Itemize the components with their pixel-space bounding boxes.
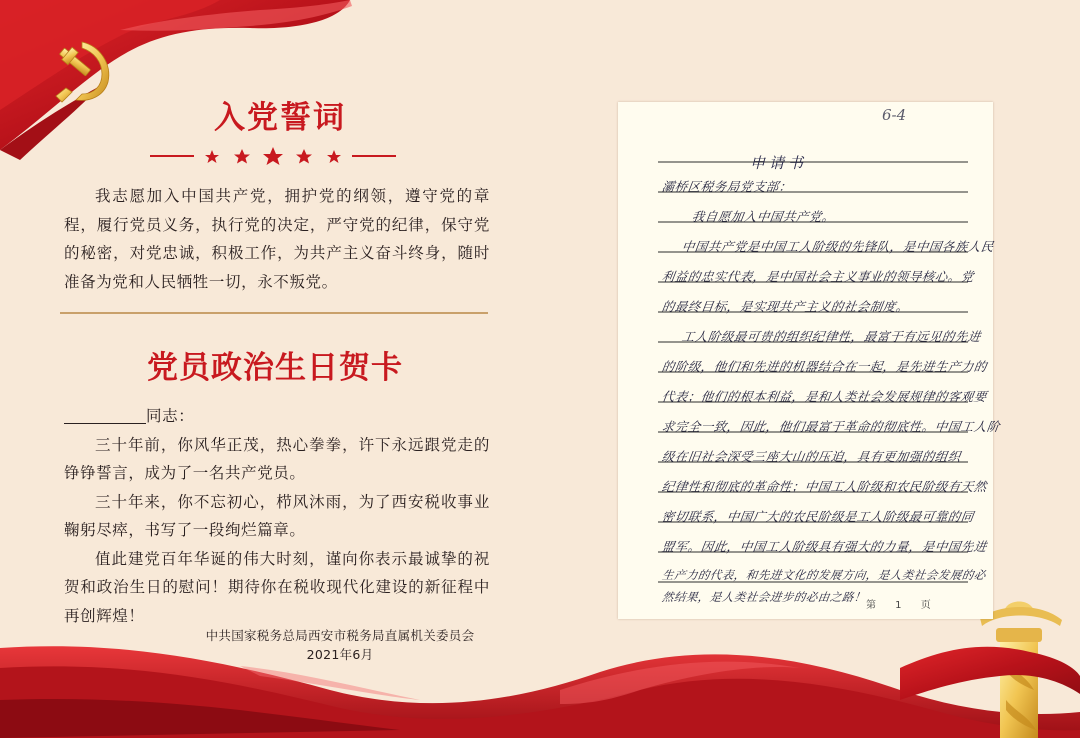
letter-line: 纪律性和彻底的革命性；中国工人阶级和农民阶级有天然 xyxy=(660,479,988,494)
red-ribbon-decoration xyxy=(900,647,1080,700)
letter-line: 级在旧社会深受三座大山的压迫，具有更加强的组织 xyxy=(660,449,962,464)
letter-line: 工人阶级最可贵的组织纪律性，最富于有远见的先进 xyxy=(680,329,982,344)
card-paragraph: 三十年来，你不忘初心，栉风沐雨，为了西安税收事业鞠躬尽瘁，书写了一段绚烂篇章。 xyxy=(64,492,490,539)
letter-line: 生产力的代表，和先进文化的发展方向，是人类社会发展的必 xyxy=(661,568,987,582)
letter-line: 盟军。因此，中国工人阶级具有强大的力量，是中国先进 xyxy=(660,539,988,554)
letter-line: 的最终目标，是实现共产主义的社会制度。 xyxy=(660,299,910,314)
signature-block xyxy=(180,626,500,664)
card-paragraph: 值此建党百年华诞的伟大时刻，谨向你表示最诚挚的祝贺和政治生日的慰问！期待你在税收现代化建设的新征程中再创辉煌！ xyxy=(64,549,490,625)
letter-line: 我自愿加入中国共产党。 xyxy=(690,209,836,224)
name-blank-line xyxy=(64,405,146,424)
letter-line: 代表；他们的根本利益，是和人类社会发展规律的客观要 xyxy=(660,389,988,404)
oath-title: 入党誓词 xyxy=(214,100,346,136)
letter-line: 的阶级，他们和先进的机器结合在一起，是先进生产力的 xyxy=(660,359,988,374)
greeting-card-body xyxy=(64,402,490,630)
salutation xyxy=(64,402,490,431)
letter-line: 然结果，是人类社会进步的必由之路！ xyxy=(661,590,867,604)
signature-date: 2021年6月 xyxy=(306,647,374,662)
title-star-divider xyxy=(150,146,396,166)
letter-page-number: 第 1 页 xyxy=(866,600,939,611)
star-icon xyxy=(234,149,250,164)
salutation-text: 同志： xyxy=(146,407,195,425)
card-title: 党员政治生日贺卡 xyxy=(147,350,403,386)
star-icon xyxy=(205,150,219,163)
star-icon xyxy=(263,147,283,165)
letter-number: 6-4 xyxy=(882,106,907,124)
letter-line: 灞桥区税务局党支部： xyxy=(660,179,793,194)
letter-line: 密切联系，中国广大的农民阶级是工人阶级最可靠的同 xyxy=(660,509,975,524)
card-paragraph: 三十年前，你风华正茂，热心拳拳，许下永远跟党走的铮铮誓言，成为了一名共产党员。 xyxy=(64,435,490,482)
oath-text: 我志愿加入中国共产党，拥护党的纲领，遵守党的章程，履行党员义务，执行党的决定，严守党的纪律，保守党的秘密，对党忠诚，积极工作，为共产主义奋斗终身，随时准备为党和人民牺牲一切，永不叛党。 xyxy=(64,187,490,291)
letter-title: 申请书 xyxy=(750,154,808,172)
letter-line: 利益的忠实代表，是中国社会主义事业的领导核心。党 xyxy=(660,269,975,284)
letter-line: 中国共产党是中国工人阶级的先锋队，是中国各族人民 xyxy=(680,239,995,254)
star-icon xyxy=(327,150,341,163)
signature-org: 中共国家税务总局西安市税务局直属机关委员会 xyxy=(205,628,475,643)
section-divider xyxy=(60,312,488,314)
star-icon xyxy=(296,149,312,164)
letter-line: 求完全一致，因此，他们最富于革命的彻底性。中国工人阶 xyxy=(660,419,1001,434)
application-letter-image xyxy=(618,102,1001,619)
